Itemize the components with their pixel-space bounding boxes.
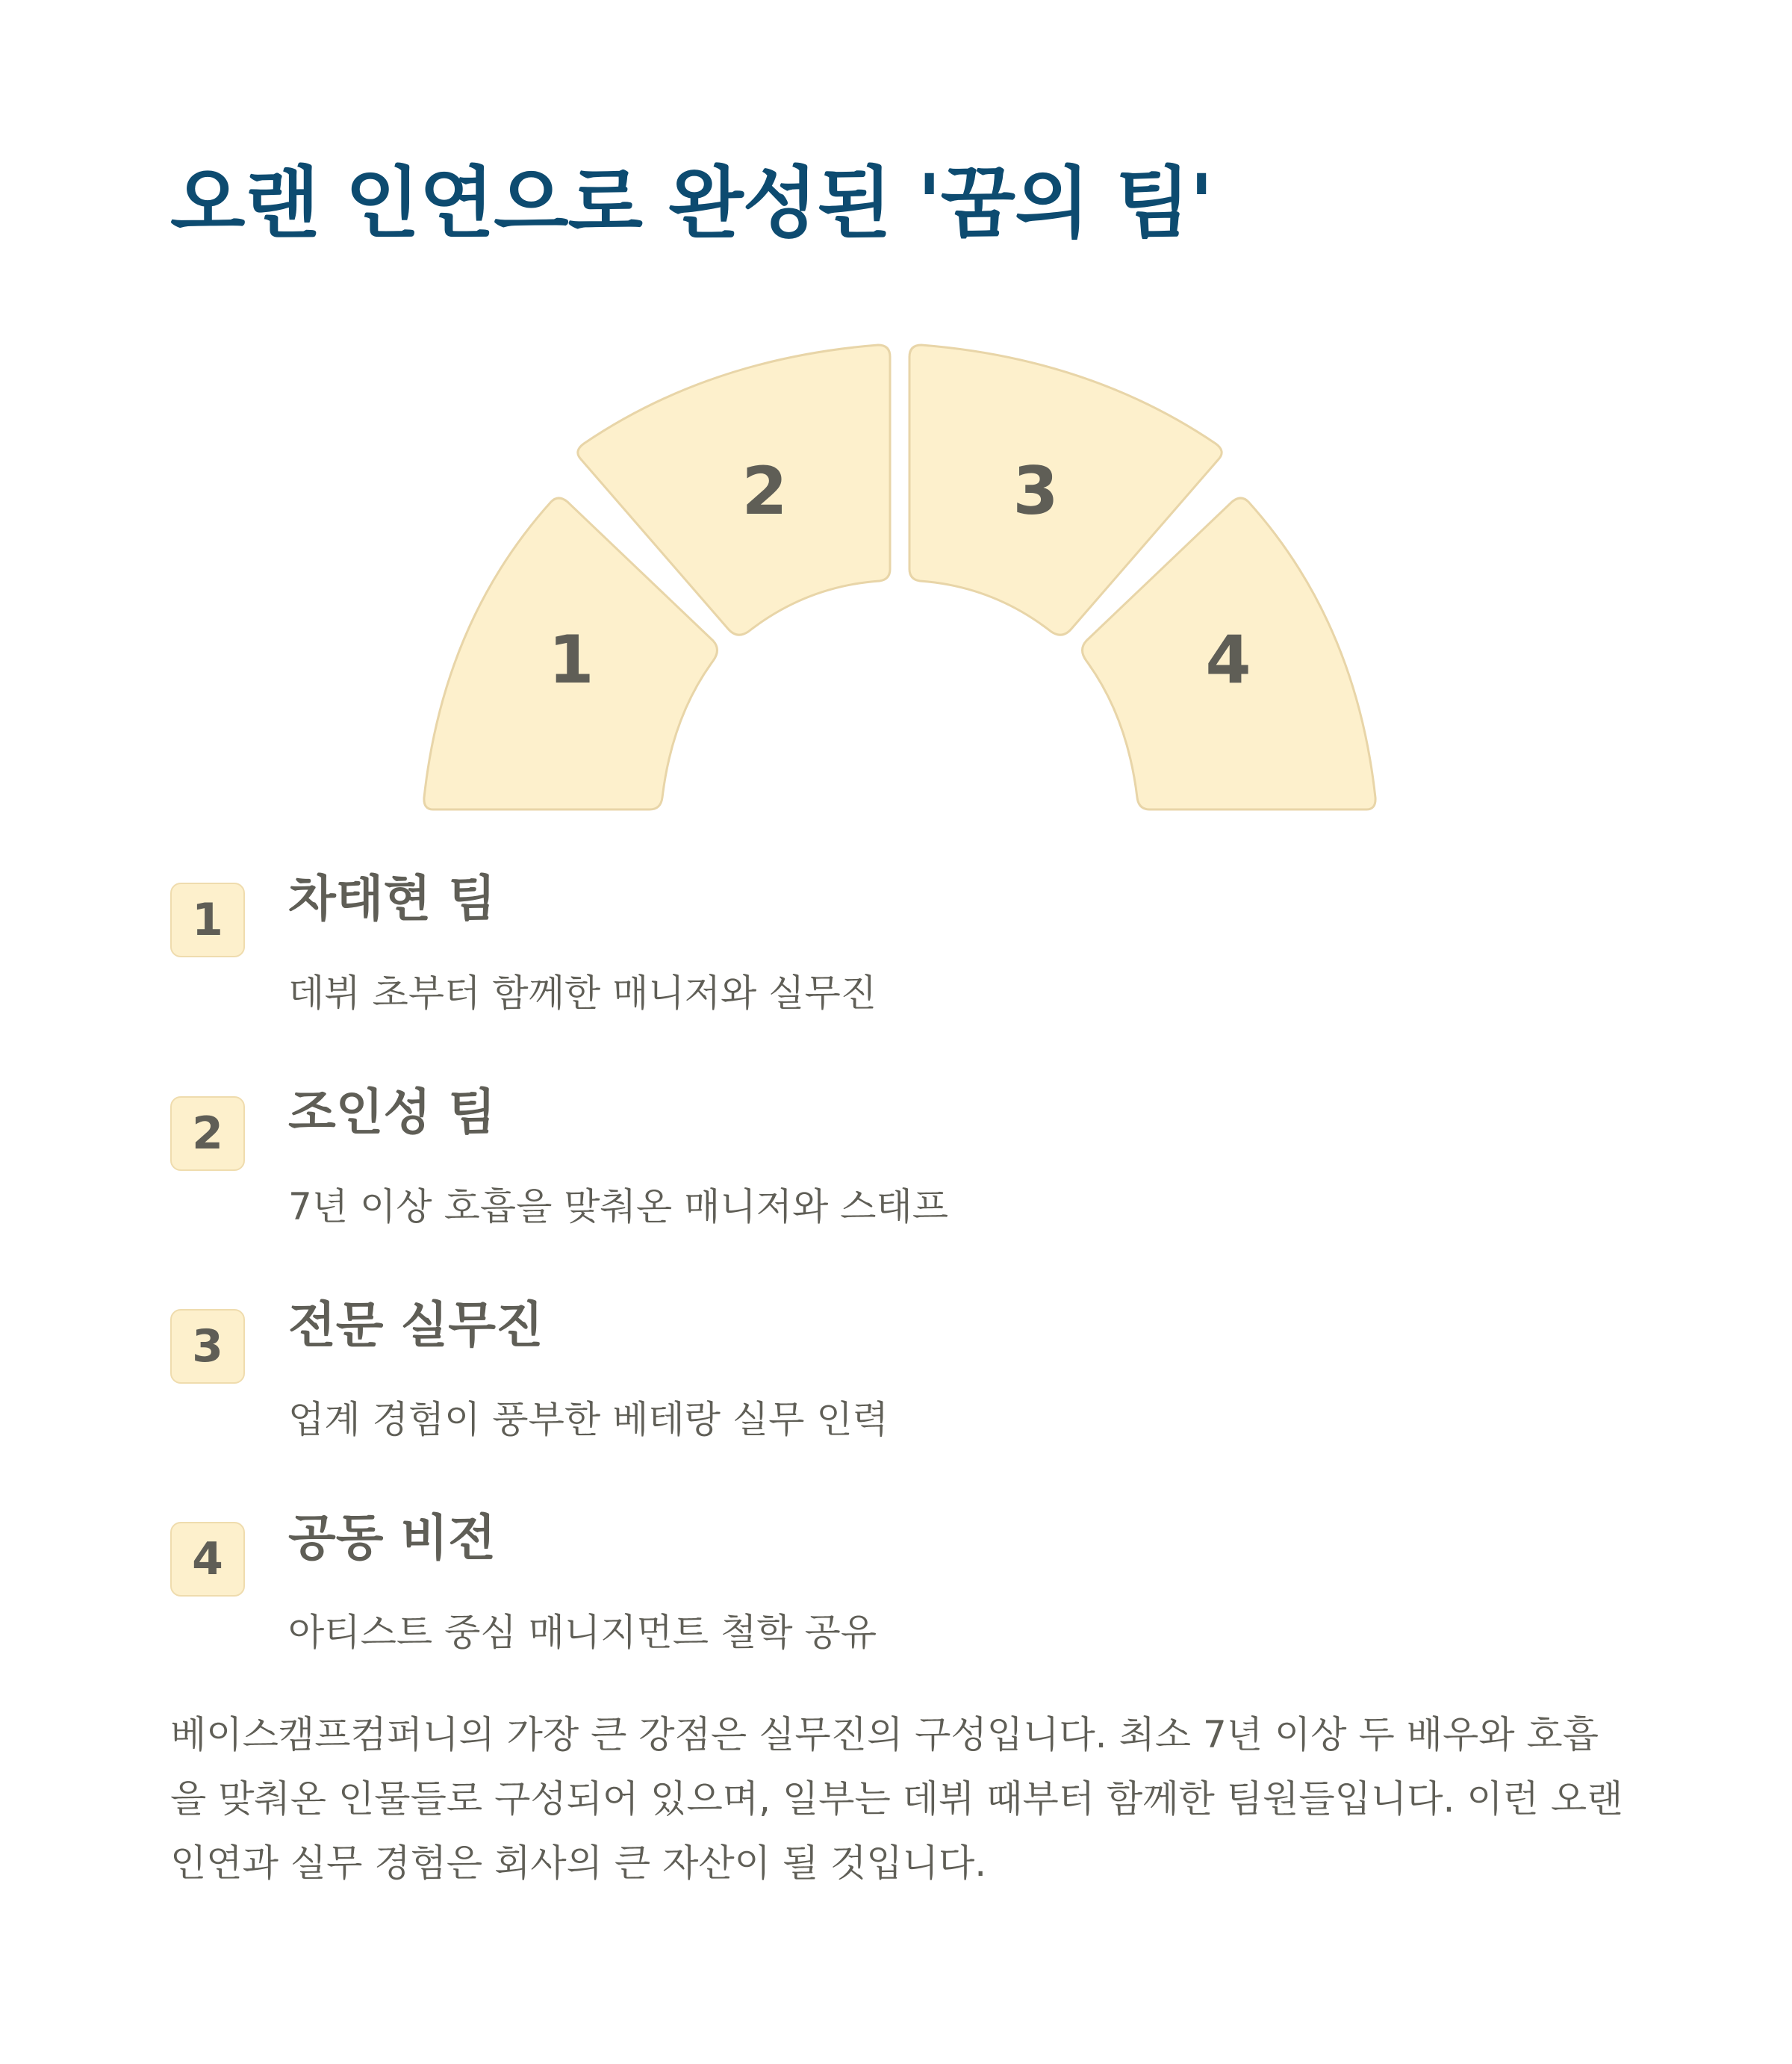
item-description: 데뷔 초부터 함께한 매니저와 실무진 <box>288 972 877 1015</box>
page-title: 오랜 인연으로 완성된 '꿈의 팀' <box>170 158 1213 249</box>
item-title: 전문 실무진 <box>288 1296 544 1354</box>
segment-1-label: 1 <box>548 621 594 698</box>
list-item-4 <box>170 1509 1634 1686</box>
item-title: 조인성 팀 <box>288 1084 497 1141</box>
item-title: 차태현 팀 <box>288 870 497 927</box>
list-item-2 <box>170 1084 1634 1261</box>
item-number-badge: 4 <box>170 1522 245 1597</box>
list-item-3 <box>170 1296 1634 1473</box>
item-number-badge: 2 <box>170 1096 245 1171</box>
item-title: 공동 비전 <box>288 1509 497 1567</box>
segment-3-label: 3 <box>1012 453 1059 529</box>
segment-4-label: 4 <box>1205 621 1251 698</box>
semicircle-diagram <box>0 0 1792 836</box>
list-item-1 <box>170 870 1634 1047</box>
item-number-badge: 3 <box>170 1309 245 1384</box>
item-description: 업계 경험이 풍부한 베테랑 실무 인력 <box>288 1398 889 1441</box>
segment-2-label: 2 <box>741 453 788 529</box>
item-description: 7년 이상 호흡을 맞춰온 매니저와 스태프 <box>288 1185 949 1228</box>
item-description: 아티스트 중심 매니지먼트 철학 공유 <box>288 1611 877 1654</box>
item-number-badge: 1 <box>170 883 245 957</box>
summary-paragraph: 베이스캠프컴퍼니의 가장 큰 강점은 실무진의 구성입니다. 최소 7년 이상 두 배우와 호흡을 맞춰온 인물들로 구성되어 있으며, 일부는 데뷔 때부터 함께한 팀원들입니다. 이런 오랜 인연과 실무 경험은 회사의 큰 자산이 될 것입니다. <box>170 1713 1623 1885</box>
